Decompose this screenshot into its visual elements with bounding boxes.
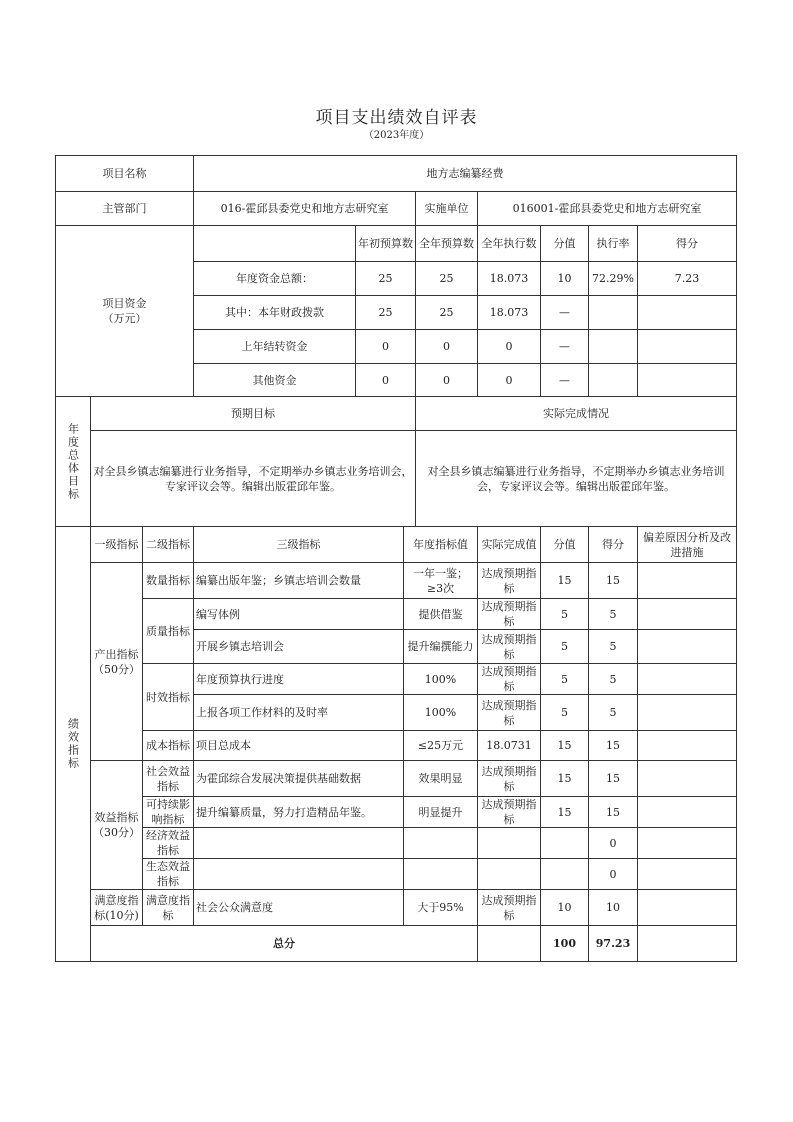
score-value-cell: 15 (541, 731, 589, 761)
funds-row-initial: 25 (356, 296, 416, 330)
header-level3: 三级指标 (194, 527, 404, 563)
funds-row-name: 其中：本年财政拨款 (194, 296, 356, 330)
project-name-row (56, 156, 737, 192)
funds-row-name: 年度资金总额： (194, 262, 356, 296)
score-cell: 15 (589, 797, 638, 828)
funds-row-initial: 0 (356, 330, 416, 364)
indicator-row (56, 859, 737, 890)
score-cell: 0 (589, 828, 638, 859)
funds-row-executed: 18.073 (478, 262, 541, 296)
score-value-cell: 15 (541, 563, 589, 599)
remark-cell (638, 599, 737, 630)
goals-header-row (56, 397, 737, 431)
total-score: 97.23 (589, 926, 638, 962)
remark-cell (638, 630, 737, 664)
indicator-row (56, 599, 737, 630)
funds-label-line1: 项目资金 (102, 297, 147, 310)
indicator-row (56, 731, 737, 761)
indicator-row (56, 797, 737, 828)
level3-cell: 编写体例 (194, 599, 404, 630)
level2-sustainable: 可持续影响指标 (143, 797, 194, 828)
goals-actual-header: 实际完成情况 (416, 397, 737, 431)
funds-row-name: 上年结转资金 (194, 330, 356, 364)
target-cell (404, 859, 478, 890)
performance-table (55, 155, 737, 962)
indicators-label: 绩效指标 (56, 527, 91, 962)
project-name-label: 项目名称 (56, 156, 194, 192)
funds-label (56, 226, 194, 397)
goals-actual-text: 对全县乡镇志编纂进行业务指导，不定期举办乡镇志业务培训会，专家评议会等。编辑出版霍邱年鉴。 (416, 431, 737, 527)
funds-row-score (638, 330, 737, 364)
page-title: 项目支出绩效自评表 (315, 108, 478, 128)
level2-social: 社会效益指标 (143, 761, 194, 797)
header-target: 年度指标值 (404, 527, 478, 563)
goals-content-row (56, 431, 737, 527)
target-cell: 100% (404, 664, 478, 695)
level2-quality: 质量指标 (143, 599, 194, 664)
actual-cell (478, 859, 541, 890)
funds-row-name: 其他资金 (194, 364, 356, 397)
level3-cell: 年度预算执行进度 (194, 664, 404, 695)
score-value-cell: 5 (541, 695, 589, 731)
funds-row-score-value: — (541, 364, 589, 397)
target-cell: 大于95% (404, 890, 478, 926)
funds-header-annual: 全年预算数 (416, 226, 478, 262)
target-cell: 提升编撰能力 (404, 630, 478, 664)
score-value-cell: 5 (541, 630, 589, 664)
target-cell: 明显提升 (404, 797, 478, 828)
funds-label-line2: （万元） (102, 312, 147, 325)
score-cell: 5 (589, 599, 638, 630)
actual-cell: 达成预期指标 (478, 797, 541, 828)
score-value-cell: 5 (541, 599, 589, 630)
level3-cell: 社会公众满意度 (194, 890, 404, 926)
actual-cell: 达成预期指标 (478, 630, 541, 664)
level2-quantity: 数量指标 (143, 563, 194, 599)
remark-cell (638, 695, 737, 731)
target-cell: 100% (404, 695, 478, 731)
actual-cell (478, 828, 541, 859)
score-value-cell: 15 (541, 797, 589, 828)
score-cell: 5 (589, 630, 638, 664)
header-actual: 实际完成值 (478, 527, 541, 563)
total-row (56, 926, 737, 962)
total-actual (478, 926, 541, 962)
score-cell: 10 (589, 890, 638, 926)
score-value-cell (541, 828, 589, 859)
remark-cell (638, 859, 737, 890)
level3-cell: 为霍邱综合发展决策提供基础数据 (194, 761, 404, 797)
level3-cell: 上报各项工作材料的及时率 (194, 695, 404, 731)
funds-header-row (56, 226, 737, 262)
funds-header-executed: 全年执行数 (478, 226, 541, 262)
funds-row-initial: 0 (356, 364, 416, 397)
level1-satisfaction: 满意度指标(10分) (91, 890, 143, 926)
actual-cell: 达成预期指标 (478, 563, 541, 599)
funds-row-rate (589, 330, 638, 364)
level3-cell (194, 859, 404, 890)
funds-row-score: 7.23 (638, 262, 737, 296)
header-level1: 一级指标 (91, 527, 143, 563)
page-subtitle-year: （2023年度） (363, 130, 430, 141)
funds-header-initial: 年初预算数 (356, 226, 416, 262)
remark-cell (638, 664, 737, 695)
indicator-row (56, 890, 737, 926)
header-score-value: 分值 (541, 527, 589, 563)
level3-cell: 提升编纂质量，努力打造精品年鉴。 (194, 797, 404, 828)
funds-row-score-value: — (541, 296, 589, 330)
level3-cell: 编纂出版年鉴；乡镇志培训会数量 (194, 563, 404, 599)
target-cell: 一年一鉴；≥3次 (404, 563, 478, 599)
funds-header-score-value: 分值 (541, 226, 589, 262)
target-cell: ≤25万元 (404, 731, 478, 761)
total-label: 总分 (91, 926, 478, 962)
actual-cell: 18.0731 (478, 731, 541, 761)
funds-row-rate: 72.29% (589, 262, 638, 296)
total-score-value: 100 (541, 926, 589, 962)
funds-row-initial: 25 (356, 262, 416, 296)
impl-value: 016001-霍邱县委党史和地方志研究室 (478, 192, 737, 226)
goals-expected-text: 对全县乡镇志编纂进行业务指导，不定期举办乡镇志业务培训会，专家评议会等。编辑出版霍邱年鉴。 (91, 431, 416, 527)
score-cell: 5 (589, 664, 638, 695)
goals-label: 年度总体目标 (56, 397, 91, 527)
actual-cell: 达成预期指标 (478, 890, 541, 926)
indicators-header-row (56, 527, 737, 563)
header-score: 得分 (589, 527, 638, 563)
level3-cell (194, 828, 404, 859)
dept-value: 016-霍邱县委党史和地方志研究室 (194, 192, 416, 226)
total-remark (638, 926, 737, 962)
remark-cell (638, 563, 737, 599)
funds-row-score (638, 296, 737, 330)
score-cell: 15 (589, 563, 638, 599)
remark-cell (638, 890, 737, 926)
score-cell: 15 (589, 731, 638, 761)
score-value-cell (541, 859, 589, 890)
funds-row-executed: 0 (478, 330, 541, 364)
target-cell: 效果明显 (404, 761, 478, 797)
remark-cell (638, 828, 737, 859)
funds-row-rate (589, 296, 638, 330)
funds-row-annual: 0 (416, 330, 478, 364)
actual-cell: 达成预期指标 (478, 664, 541, 695)
funds-header-rate: 执行率 (589, 226, 638, 262)
remark-cell (638, 731, 737, 761)
score-value-cell: 10 (541, 890, 589, 926)
funds-row-annual: 25 (416, 262, 478, 296)
indicator-row (56, 828, 737, 859)
project-name-value: 地方志编纂经费 (194, 156, 737, 192)
level1-benefit: 效益指标（30分） (91, 761, 143, 890)
score-cell: 0 (589, 859, 638, 890)
level2-satisfaction: 满意度指标 (143, 890, 194, 926)
header-level2: 二级指标 (143, 527, 194, 563)
score-value-cell: 5 (541, 664, 589, 695)
header-remark: 偏差原因分析及改进措施 (638, 527, 737, 563)
goals-expected-header: 预期目标 (91, 397, 416, 431)
level1-output: 产出指标（50分） (91, 563, 143, 761)
score-cell: 5 (589, 695, 638, 731)
level2-ecological: 生态效益指标 (143, 859, 194, 890)
indicator-row (56, 761, 737, 797)
score-value-cell: 15 (541, 761, 589, 797)
dept-label: 主管部门 (56, 192, 194, 226)
funds-row-annual: 0 (416, 364, 478, 397)
funds-row-score-value: 10 (541, 262, 589, 296)
actual-cell: 达成预期指标 (478, 761, 541, 797)
level3-cell: 开展乡镇志培训会 (194, 630, 404, 664)
funds-row-executed: 18.073 (478, 296, 541, 330)
funds-row-executed: 0 (478, 364, 541, 397)
funds-header-score: 得分 (638, 226, 737, 262)
funds-row-annual: 25 (416, 296, 478, 330)
impl-label: 实施单位 (416, 192, 478, 226)
remark-cell (638, 761, 737, 797)
funds-row-score-value: — (541, 330, 589, 364)
score-cell: 15 (589, 761, 638, 797)
actual-cell: 达成预期指标 (478, 695, 541, 731)
level2-cost: 成本指标 (143, 731, 194, 761)
funds-row-rate (589, 364, 638, 397)
level3-cell: 项目总成本 (194, 731, 404, 761)
indicator-row (56, 664, 737, 695)
funds-row-score (638, 364, 737, 397)
level2-economic: 经济效益指标 (143, 828, 194, 859)
indicator-row (56, 563, 737, 599)
department-row (56, 192, 737, 226)
target-cell: 提供借鉴 (404, 599, 478, 630)
remark-cell (638, 797, 737, 828)
actual-cell: 达成预期指标 (478, 599, 541, 630)
level2-timeliness: 时效指标 (143, 664, 194, 731)
target-cell (404, 828, 478, 859)
funds-header-blank (194, 226, 356, 262)
